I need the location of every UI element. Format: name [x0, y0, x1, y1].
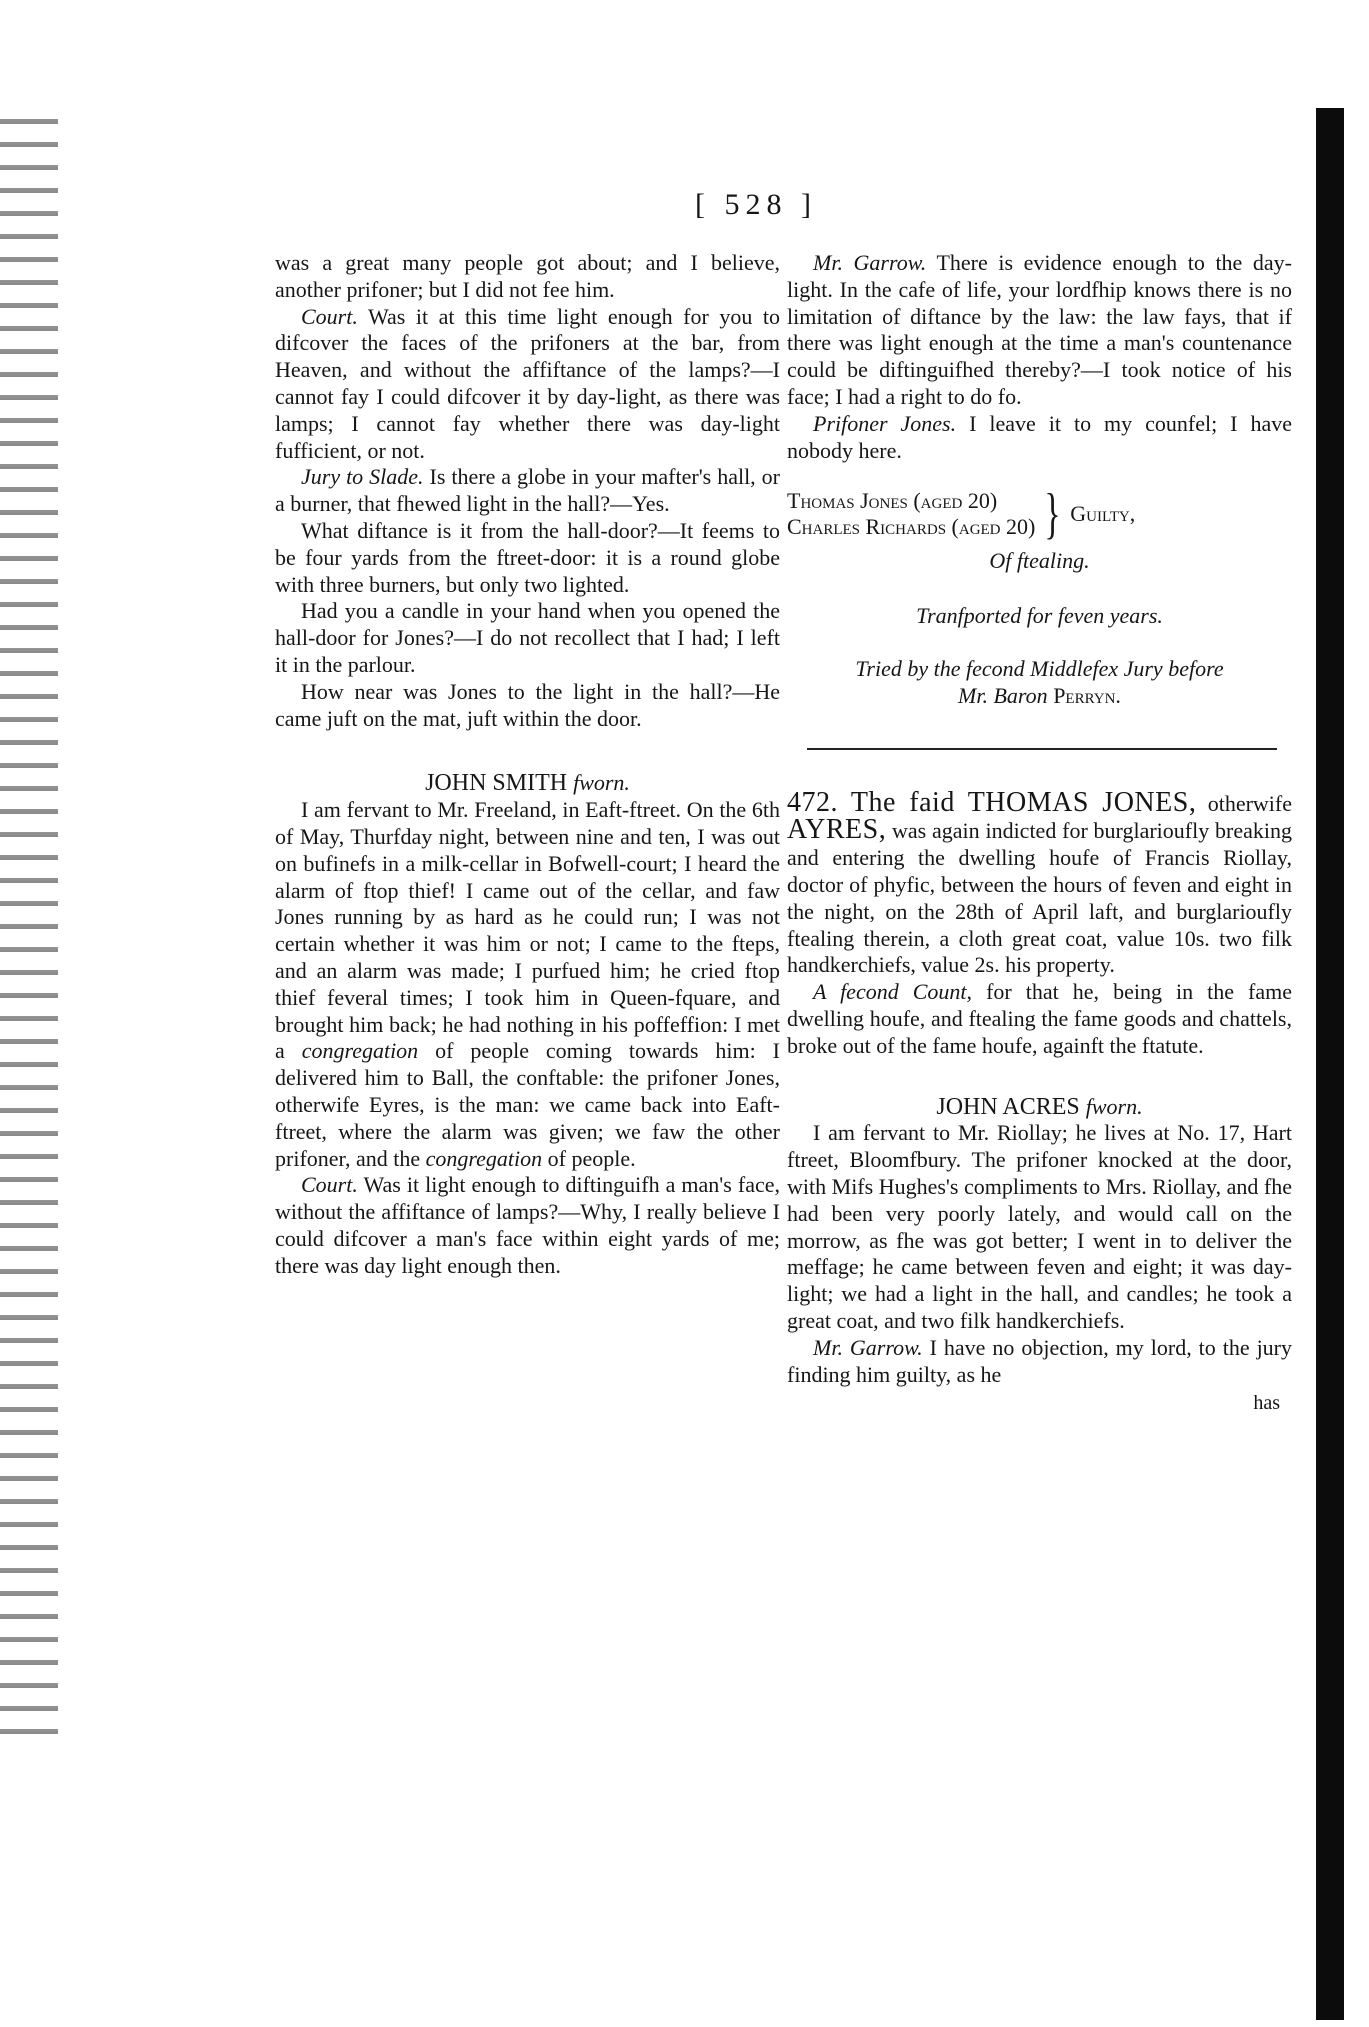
page-number: [ 528 ] — [695, 188, 817, 221]
paragraph: I am fervant to Mr. Riollay; he lives at No. 17, Hart ftreet, Bloomfbury. The prifoner knocked at the door, with Mifs Hughes's compliments to Mrs. Riollay, and fhe had been very poorly lately, and would call on the morrow, as fhe was got better; I went in to deliver the meffage; he came between feven and eight; it was day-light; we had a light in the hall, and candles; he took a great coat, and two filk handkerchiefs. — [787, 1120, 1292, 1333]
paragraph: I am fervant to Mr. Freeland, in Eaft-ftreet. On the 6th of May, Thurfday night, between nine and ten, I was out on bufinefs in a milk-cellar in Bofwell-court; I heard the alarm of ftop thief! I came out of the cellar, and faw Jones running by as hard as he could run; I was not certain whether it was him or not; I came to the fteps, and an alarm was made; I purfued him; he cried ftop thief feveral times; I took him in Queen-fquare, and brought him back; he had nothing in his poffeffion: I met a congregation of people coming towards him: I delivered him to Ball, the conftable: the prifoner Jones, otherwife Eyres, is the man: we came back into Eaft-ftreet, where the alarm was given; we faw the other prifoner, and the congregation of people. — [275, 797, 780, 1171]
catchword: has — [1253, 1392, 1280, 1415]
defendant-name: Charles Richards (aged 20) — [787, 514, 1036, 540]
paragraph: Court. Was it light enough to diftinguifh a man's face, without the affiftance of lamps?—Why, I really believe I could difcover a man's face within eight yards of me; there was day light enough then. — [275, 1172, 780, 1278]
trial-note-judge: Mr. Baron Perryn. — [958, 682, 1121, 708]
paragraph: Mr. Garrow. I have no objection, my lord, to the jury finding him guilty, as he — [787, 1334, 1293, 1387]
speaker-label: Jury to Slade. — [301, 464, 424, 490]
speaker-label: Mr. Garrow. — [813, 250, 927, 275]
defendant-name: Thomas Jones (aged 20) — [787, 488, 998, 514]
case-paragraph: 472. The faid THOMAS JONES, otherwife AYRES, was again indicted for burglarioufly breaking and entering the dwelling houfe of Francis Riollay, doctor of phyfic, between the hours of feven and eight in the night, on the 28th of April laft, and burglarioufly ftealing therein, a cloth great coat, value 10s. two filk handkerchiefs, value 2s. his property. — [787, 786, 1293, 978]
binding-gutter-shadow — [0, 110, 58, 1750]
paragraph: A fecond Count, for that he, being in the fame dwelling houfe, and ftealing the fame goods and chattels, broke out of the fame houfe, againft the ftatute. — [787, 979, 1292, 1058]
verdict-result: Guilty, — [1070, 500, 1136, 526]
right-column — [787, 250, 1292, 1417]
speaker-label: Prifoner Jones. — [813, 410, 957, 436]
witness-heading: JOHN ACRES fworn. — [936, 1093, 1143, 1120]
verdict-block — [787, 483, 1292, 709]
section-divider — [807, 748, 1277, 750]
trial-note: Tried by the fecond Middlefex Jury before — [855, 655, 1224, 681]
paragraph: Mr. Garrow. There is evidence enough to the day-light. In the cafe of life, your lordfhip knows there is no limitation of diftance by the law: the law fays, that if there was light enough at the time a man's countenance could be diftinguifhed thereby?—I took notice of his face; I had a right to do fo. — [787, 250, 1292, 409]
sentence: Tranfported for feven years. — [916, 603, 1163, 629]
speaker-label: A fecond Count, — [813, 979, 973, 1005]
paragraph: was a great many people got about; and I believe, another prifoner; but I did not fee him. — [275, 250, 780, 302]
left-column — [275, 250, 780, 1279]
offence: Of ftealing. — [989, 548, 1090, 574]
paragraph: Jury to Slade. Is there a globe in your mafter's hall, or a burner, that fhewed light in the hall?—Yes. — [275, 464, 780, 517]
scan-edge-bar — [1316, 108, 1344, 2020]
paragraph: Had you a candle in your hand when you opened the hall-door for Jones?—I do not recollect that I had; I left it in the parlour. — [275, 598, 780, 677]
paragraph: Prifoner Jones. I leave it to my counfel; I have nobody here. — [787, 410, 1292, 463]
witness-heading: JOHN SMITH fworn. — [425, 770, 630, 797]
speaker-label: Court. — [301, 303, 358, 329]
brace-glyph: } — [1044, 483, 1061, 546]
speaker-label: Mr. Garrow. — [813, 1334, 923, 1360]
paragraph: Court. Was it at this time light enough for you to difcover the faces of the prifoners at the bar, from Heaven, and without the affiftance of the lamps?—I cannot fay I could difcover it by day-light, as there was lamps; I cannot fay whether there was day-light fufficient, or not. — [275, 303, 780, 463]
paragraph: What diftance is it from the hall-door?—It feems to be four yards from the ftreet-door: it is a round globe with three burners, but only two lighted. — [275, 517, 780, 597]
speaker-label: Court. — [301, 1172, 358, 1198]
paragraph: How near was Jones to the light in the hall?—He came juft on the mat, juft within the door. — [275, 678, 780, 731]
